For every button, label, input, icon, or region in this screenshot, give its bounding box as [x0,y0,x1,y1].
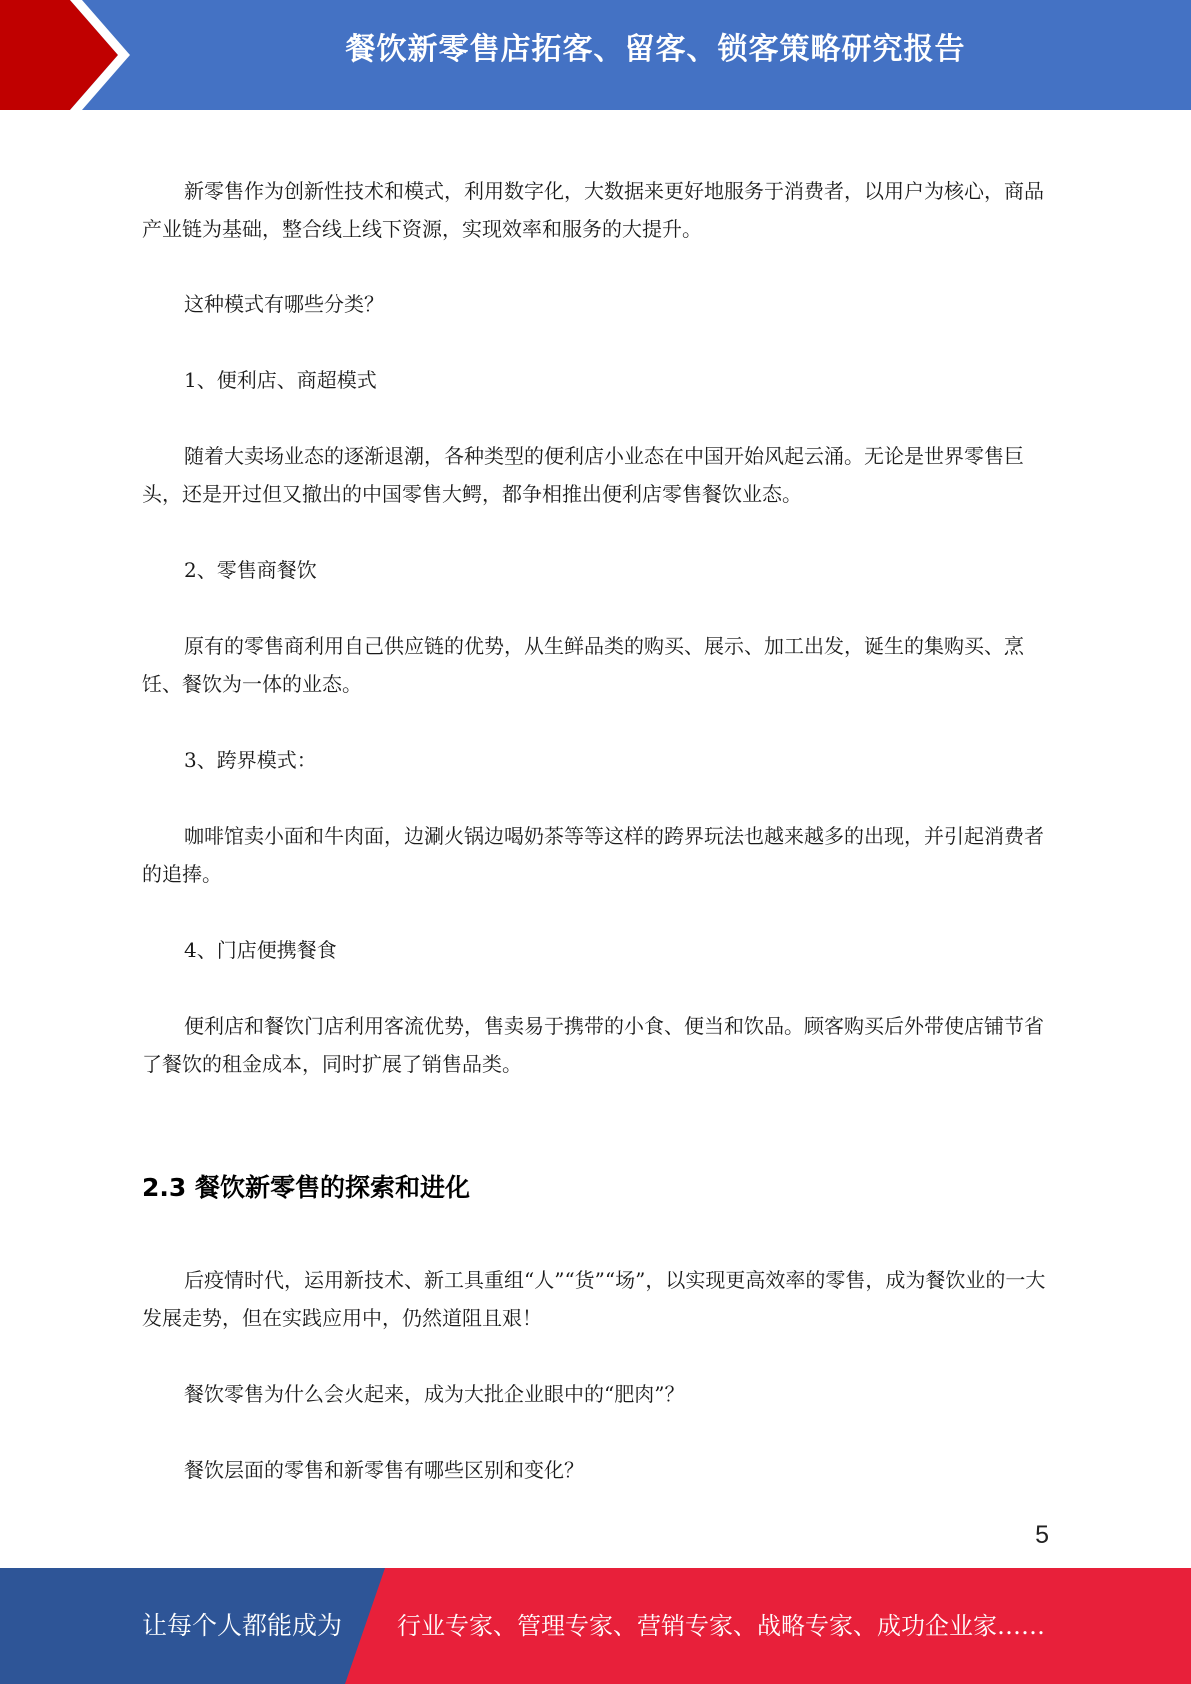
paragraph-differences: 餐饮层面的零售和新零售有哪些区别和变化？ [184,1458,584,1482]
paragraph-intro: 新零售作为创新性技术和模式，利用数字化，大数据来更好地服务于消费者，以用户为核心，商品产业链为基础，整合线上线下资源，实现效率和服务的大提升。 [142,179,1044,241]
list-heading-2: 2、零售商餐饮 [184,558,317,582]
paragraph-why-popular: 餐饮零售为什么会火起来，成为大批企业眼中的“肥肉”？ [184,1382,685,1406]
page-number: 5 [1035,1521,1049,1549]
report-title: 餐饮新零售店拓客、留客、锁客策略研究报告 [345,32,966,67]
paragraph-retailer-dining: 原有的零售商利用自己供应链的优势，从生鲜品类的购买、展示、加工出发，诞生的集购买、烹饪、餐饮为一体的业态。 [142,634,1024,696]
section-heading: 2.3 餐饮新零售的探索和进化 [142,1173,470,1202]
paragraph-post-pandemic: 后疫情时代，运用新技术、新工具重组“人”“货”“场”，以实现更高效率的零售，成为餐饮业的一大发展走势，但在实践应用中，仍然道阻且艰！ [142,1268,1046,1330]
list-heading-3: 3、跨界模式： [184,748,317,772]
footer-slogan-left: 让每个人都能成为 [142,1611,343,1640]
paragraph-crossover: 咖啡馆卖小面和牛肉面，边涮火锅边喝奶茶等等这样的跨界玩法也越来越多的出现，并引起消费者的追捧。 [142,824,1044,886]
list-heading-4: 4、门店便携餐食 [184,938,337,962]
header-red-chevron-decoration [0,0,160,110]
paragraph-convenience-store: 随着大卖场业态的逐渐退潮，各种类型的便利店小业态在中国开始风起云涌。无论是世界零售巨头，还是开过但又撤出的中国零售大鳄，都争相推出便利店零售餐饮业态。 [142,444,1024,506]
footer-banner [0,1568,1191,1684]
paragraph-question: 这种模式有哪些分类？ [184,292,384,316]
list-heading-1: 1、便利店、商超模式 [184,368,377,392]
header-banner [0,0,1191,110]
footer-slogan-right: 行业专家、管理专家、营销专家、战略专家、成功企业家…… [397,1612,1045,1640]
paragraph-portable-food: 便利店和餐饮门店利用客流优势，售卖易于携带的小食、便当和饮品。顾客购买后外带使店铺节省了餐饮的租金成本，同时扩展了销售品类。 [142,1014,1044,1076]
